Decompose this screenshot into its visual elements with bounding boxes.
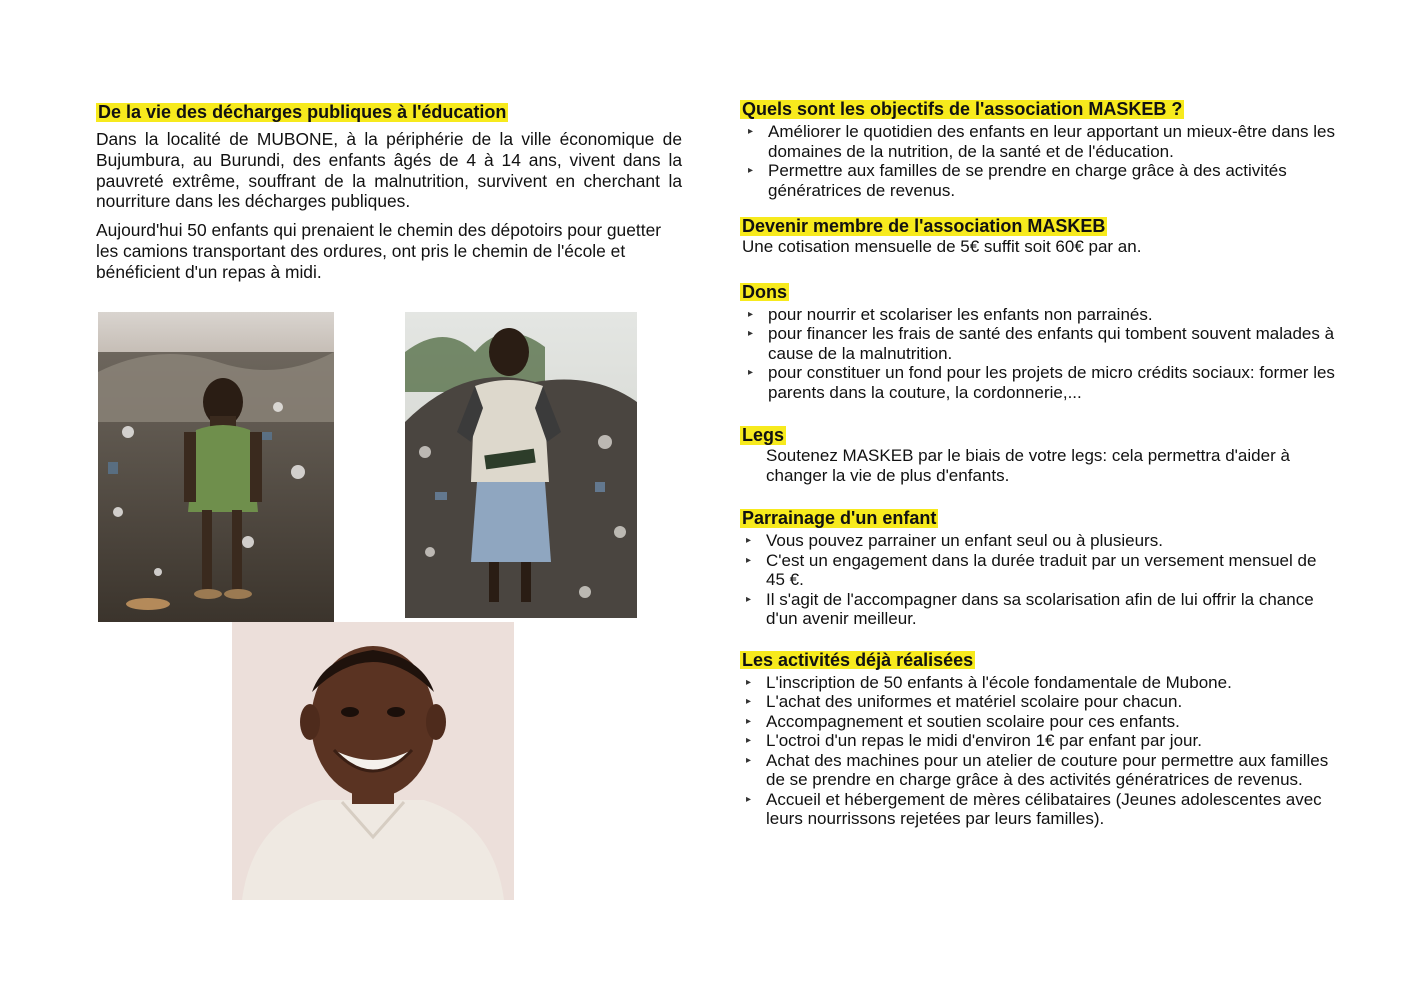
- sponsorship-section: [740, 509, 1340, 629]
- sponsorship-list: [740, 531, 1340, 629]
- bequest-section: [740, 426, 1340, 485]
- donations-section: [740, 283, 1340, 403]
- photo-girl-at-dump: [98, 312, 334, 622]
- activities-list: [740, 673, 1340, 829]
- photo-boy-at-dump: [405, 312, 637, 618]
- list-item: ▸ Il s'agit de l'accompagner dans sa scolarisation afin de lui offrir la chance d'un avenir meilleur.: [766, 590, 1340, 629]
- activities-section: [740, 651, 1340, 829]
- membership-heading: Devenir membre de l'association MASKEB: [742, 216, 1106, 236]
- list-item: ▸ L'octroi d'un repas le midi d'environ 1€ par enfant par jour.: [766, 731, 1340, 751]
- list-item: ▸ pour financer les frais de santé des enfants qui tombent souvent malades à cause de la malnutrition.: [768, 324, 1340, 363]
- intro-paragraph: Dans la localité de MUBONE, à la périphérie de la ville économique de Bujumbura, au Burundi, des enfants âgés de 4 à 14 ans, vivent dans la pauvreté extrême, souffrant de la malnutrition, survivent en cherchant la nourriture dans les décharges publiques.: [96, 129, 682, 212]
- donations-list: [740, 305, 1340, 403]
- list-item: ▸ L'achat des uniformes et matériel scolaire pour chacun.: [766, 692, 1340, 712]
- bequest-text: Soutenez MASKEB par le biais de votre legs: cela permettra d'aider à changer la vie de plus d'enfants.: [766, 446, 1290, 485]
- list-item: ▸ pour nourrir et scolariser les enfants non parrainés.: [768, 305, 1340, 325]
- objectives-section: [740, 100, 1340, 200]
- objectives-list: [740, 122, 1340, 200]
- list-item: ▸ Améliorer le quotidien des enfants en leur apportant un mieux-être dans les domaines de la nutrition, de la santé et de l'éducation.: [768, 122, 1340, 161]
- list-item: ▸ Achat des machines pour un atelier de couture pour permettre aux familles de se prendre en charge grâce à des activités génératrices de revenus.: [766, 751, 1340, 790]
- list-item: ▸ C'est un engagement dans la durée traduit par un versement mensuel de 45 €.: [766, 551, 1340, 590]
- sponsorship-heading: Parrainage d'un enfant: [742, 508, 937, 528]
- bequest-heading: Legs: [742, 425, 785, 445]
- list-item: ▸ Accompagnement et soutien scolaire pour ces enfants.: [766, 712, 1340, 732]
- membership-section: [740, 217, 1340, 257]
- donations-heading: Dons: [742, 281, 787, 302]
- membership-text: Une cotisation mensuelle de 5€ suffit soit 60€ par an.: [742, 237, 1142, 256]
- section-heading-dumps-to-education: De la vie des décharges publiques à l'éducation: [98, 102, 507, 122]
- activities-heading: Les activités déjà réalisées: [742, 649, 974, 670]
- list-item: ▸ Vous pouvez parrainer un enfant seul ou à plusieurs.: [766, 531, 1340, 551]
- objectives-heading: Quels sont les objectifs de l'association MASKEB ?: [742, 99, 1183, 119]
- list-item: ▸ L'inscription de 50 enfants à l'école fondamentale de Mubone.: [766, 673, 1340, 693]
- photo-smiling-boy: [232, 622, 514, 900]
- list-item: ▸ Permettre aux familles de se prendre en charge grâce à des activités génératrices de revenus.: [768, 161, 1340, 200]
- today-paragraph: Aujourd'hui 50 enfants qui prenaient le chemin des dépotoirs pour guetter les camions transportant des ordures, ont pris le chemin de l'école et bénéficient d'un repas à midi.: [96, 220, 662, 282]
- right-column: [740, 100, 1340, 846]
- list-item: ▸ pour constituer un fond pour les projets de micro crédits sociaux: former les parents dans la couture, la cordonnerie,...: [768, 363, 1340, 402]
- left-column: [96, 103, 682, 283]
- list-item: ▸ Accueil et hébergement de mères célibataires (Jeunes adolescentes avec leurs nourrissons rejetées par leurs familles).: [766, 790, 1340, 829]
